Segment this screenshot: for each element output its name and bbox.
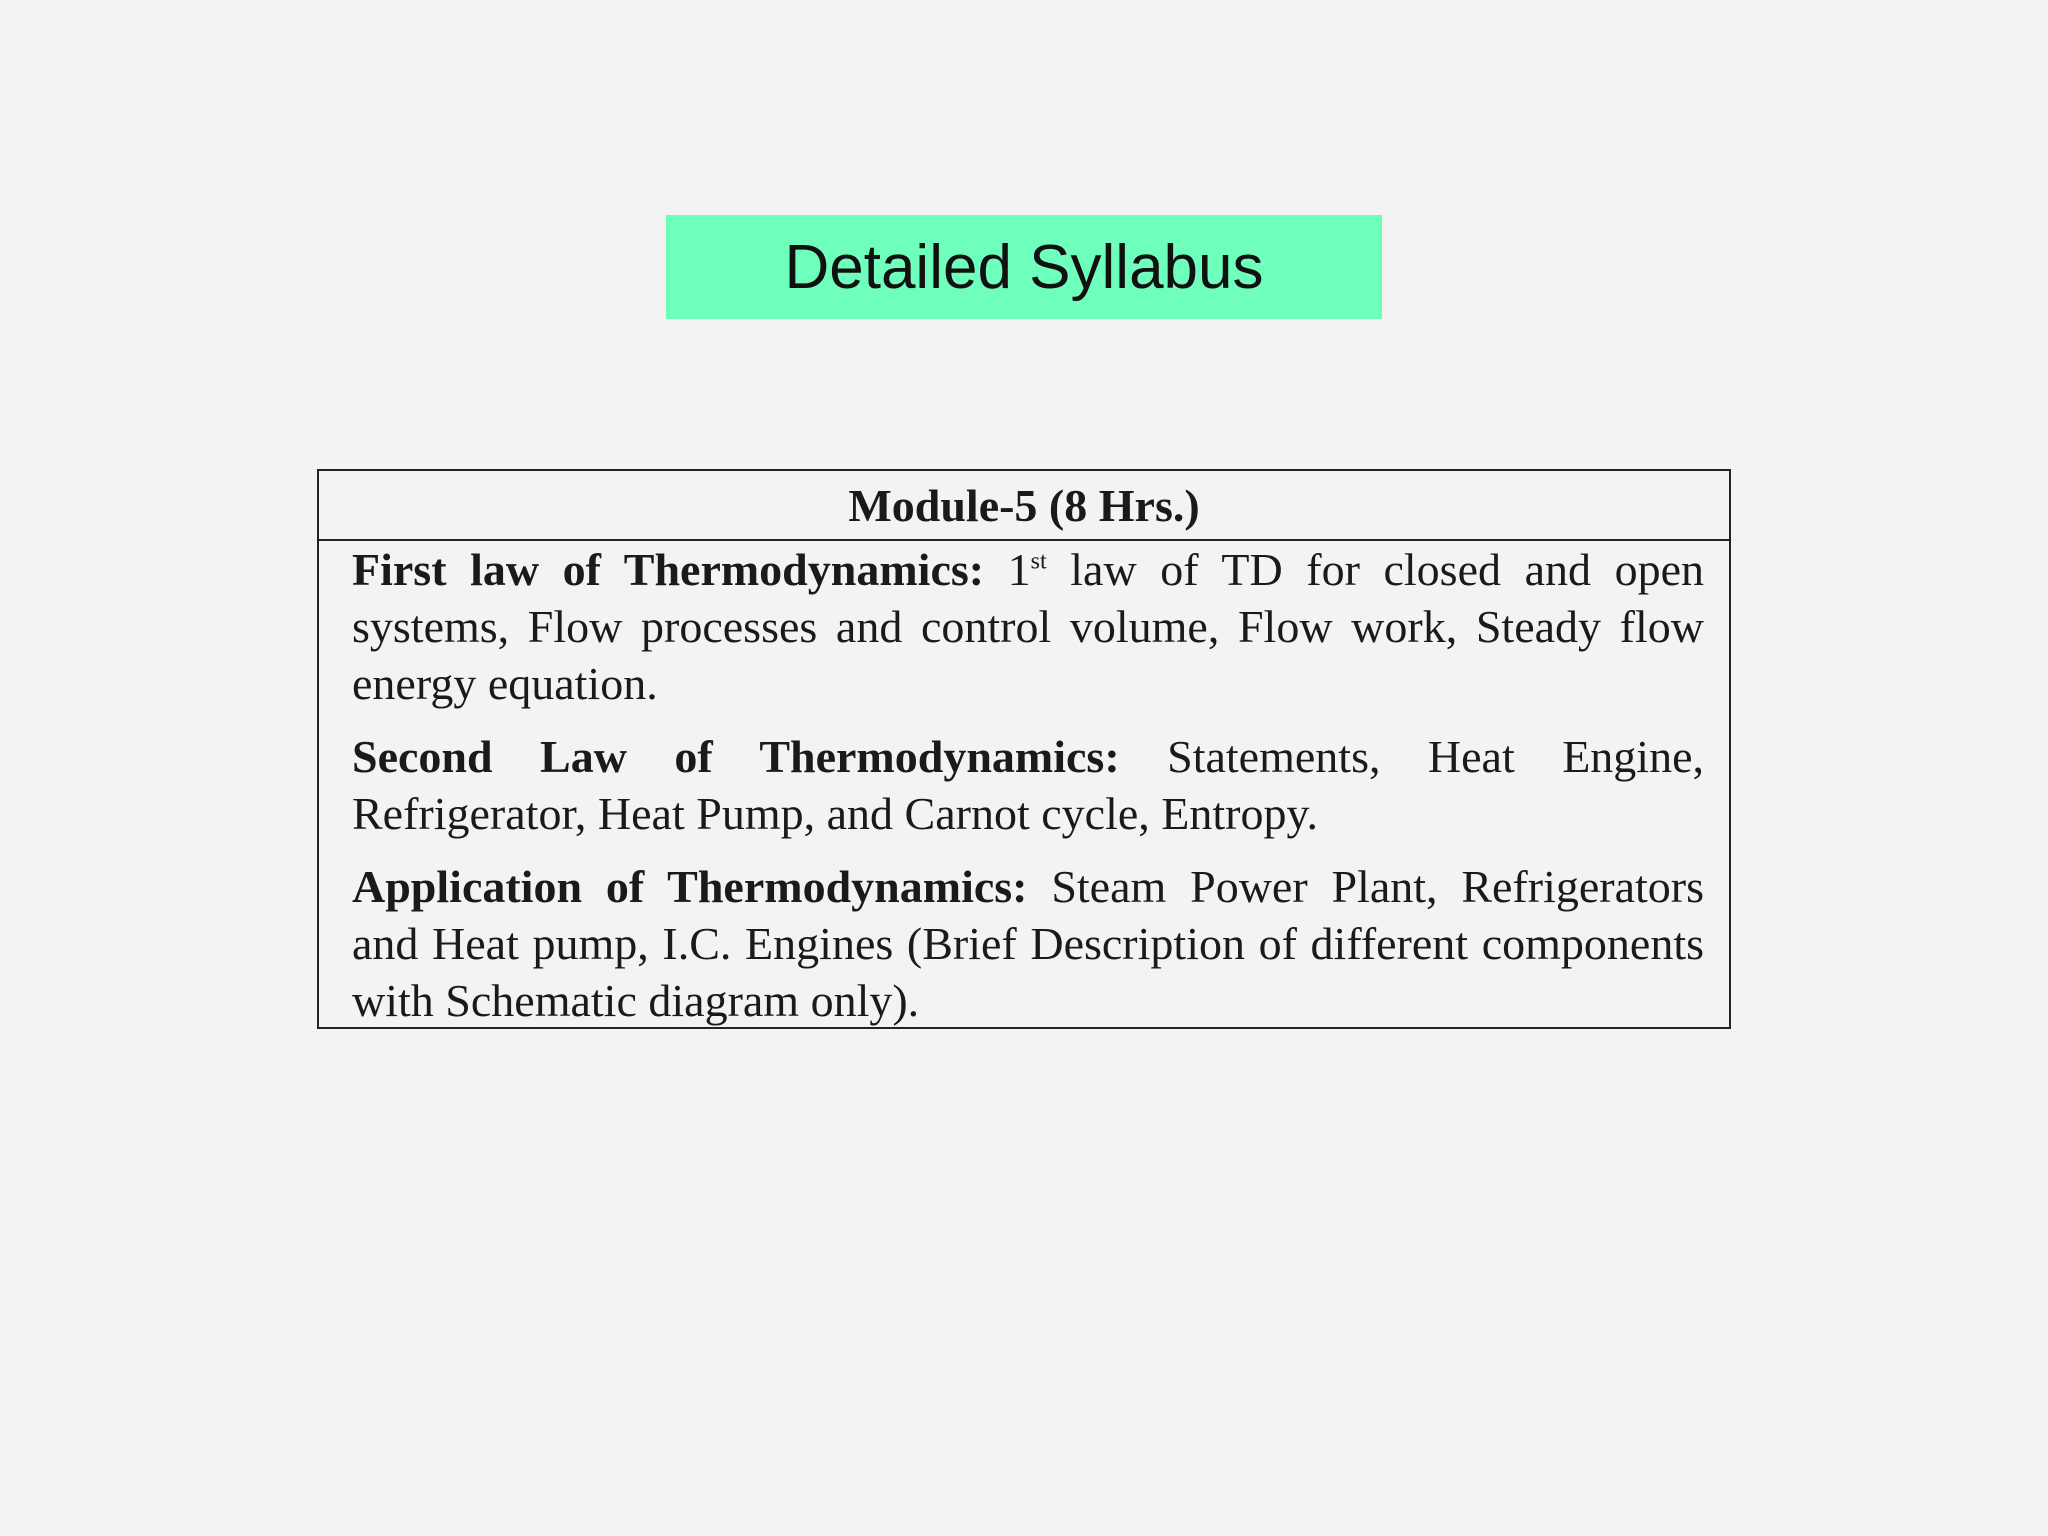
topic-text-lead: 1 bbox=[1007, 544, 1031, 595]
topic-heading: First law of Thermodynamics: bbox=[352, 544, 985, 595]
topic-second-law bbox=[352, 728, 1704, 842]
topic-text: law of TD for closed and open systems, Flow processes and control volume, Flow work, Steady flow energy equation. bbox=[352, 544, 1705, 709]
topic-first-law bbox=[352, 541, 1704, 712]
topic-heading: Application of Thermodynamics: bbox=[352, 861, 1028, 912]
topic-text: Statements, Heat Engine, Refrigerator, Heat Pump, and Carnot cycle, Entropy. bbox=[352, 731, 1704, 839]
module-header: Module-5 (8 Hrs.) bbox=[319, 471, 1729, 541]
topic-application bbox=[352, 858, 1704, 1029]
module-content bbox=[319, 541, 1729, 1029]
ordinal-suffix: st bbox=[1030, 548, 1047, 575]
topic-text: Steam Power Plant, Refrigerators and Heat pump, I.C. Engines (Brief Description of different components with Schematic diagram only). bbox=[352, 861, 1705, 1026]
syllabus-table bbox=[317, 469, 1731, 1029]
slide-title: Detailed Syllabus bbox=[784, 232, 1264, 302]
topic-heading: Second Law of Thermodynamics: bbox=[352, 731, 1120, 782]
slide-title-banner bbox=[666, 215, 1382, 319]
